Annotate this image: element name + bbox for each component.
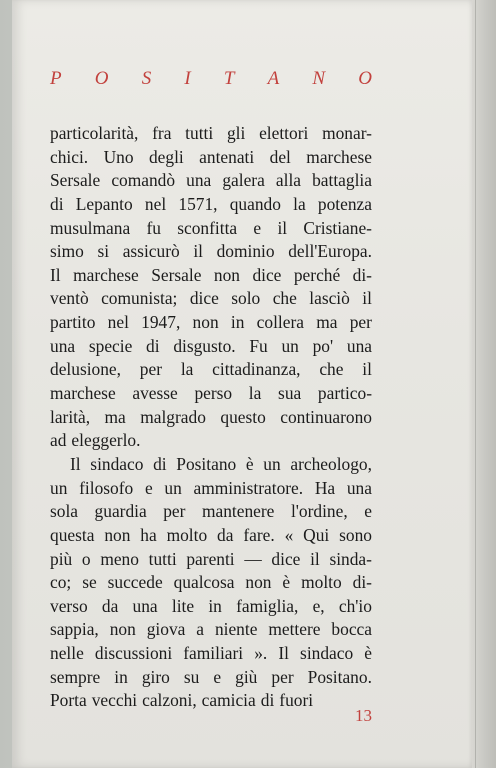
text-line: nelle discussioni familiari ». Il sindaco è — [50, 643, 372, 664]
text-line: Porta vecchi calzoni, camicia di fuori — [50, 690, 314, 711]
text-line: ventò comunista; dice solo che lasciò il — [50, 288, 372, 309]
running-head-letter: S — [141, 68, 152, 89]
text-line: sola guardia per mantenere l'ordine, e — [50, 501, 372, 522]
running-head-letter: T — [223, 68, 235, 89]
text-line: una specie di disgusto. Fu un po' una — [50, 335, 372, 356]
body-text — [50, 122, 372, 713]
text-line: verso da una lite in famiglia, e, ch'io — [50, 595, 372, 616]
running-head-letter: O — [94, 68, 109, 89]
text-line: chici. Uno degli antenati del marchese — [50, 146, 372, 167]
text-line: delusione, per la cittadinanza, che il — [50, 359, 372, 380]
facing-page-edge — [472, 0, 496, 768]
paragraph — [50, 453, 372, 713]
text-line: sempre in giro su e giù per Positano. — [50, 666, 372, 687]
running-head-letter: I — [184, 68, 191, 89]
paragraph — [50, 122, 372, 453]
text-line: Il sindaco di Positano è un archeologo, — [70, 453, 372, 474]
text-line: larità, ma malgrado questo continuarono — [50, 406, 372, 427]
running-head-letter: N — [312, 68, 326, 89]
text-line: questa non ha molto da fare. « Qui sono — [50, 524, 372, 545]
running-head-letter: O — [358, 68, 372, 89]
text-line: più o meno tutti parenti — dice il sinda- — [50, 548, 372, 569]
text-line: marchese avesse perso la sua partico- — [50, 383, 372, 404]
text-line: simo si assicurò il dominio dell'Europa. — [50, 241, 372, 262]
text-line: sappia, non giova a niente mettere bocca — [50, 619, 372, 640]
text-line: co; se succede qualcosa non è molto di- — [50, 572, 372, 593]
text-line: particolarità, fra tutti gli elettori monar- — [50, 123, 372, 143]
text-line: ad eleggerlo. — [50, 430, 141, 451]
running-head-letter: A — [267, 68, 280, 89]
running-head-letter: P — [50, 68, 62, 89]
page-number: 13 — [355, 706, 372, 725]
text-line: un filosofo e un amministratore. Ha una — [50, 477, 372, 498]
text-line: di Lepanto nel 1571, quando la potenza — [50, 193, 372, 214]
text-line: musulmana fu sconfitta e il Cristiane- — [50, 217, 372, 238]
book-page — [12, 0, 472, 768]
running-head — [50, 68, 372, 90]
text-line: Sersale comandò una galera alla battaglia — [50, 170, 372, 191]
text-line: partito nel 1947, non in collera ma per — [50, 312, 372, 333]
text-line: Il marchese Sersale non dice perché di- — [50, 264, 372, 285]
